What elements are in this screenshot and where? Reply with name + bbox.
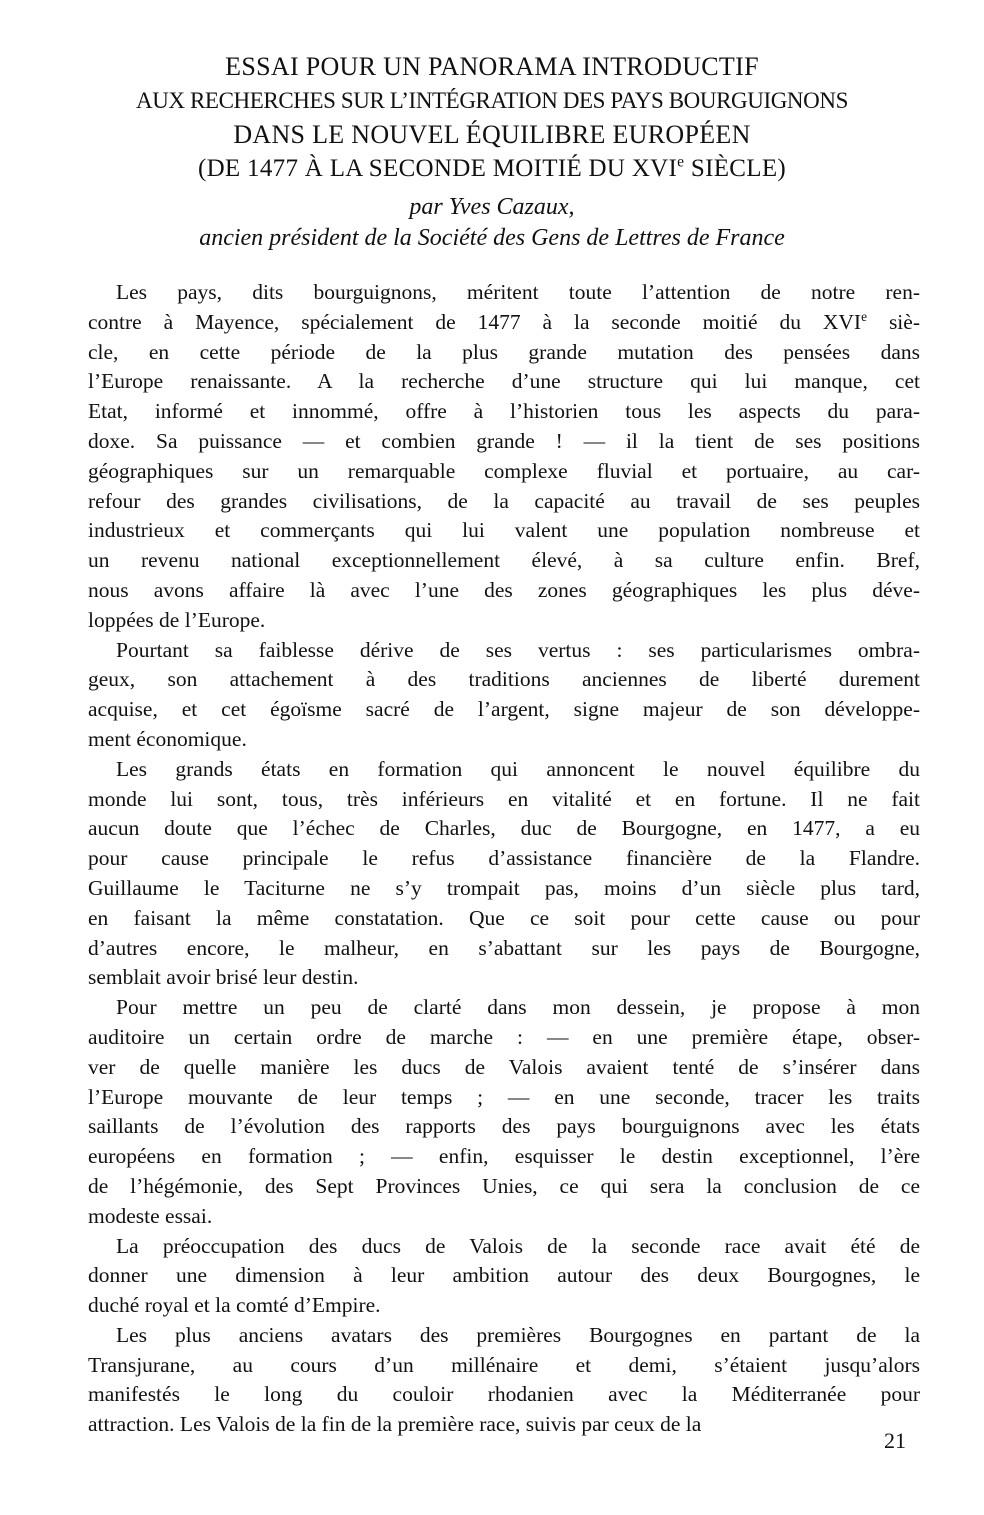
text-line: ment économique. (88, 726, 247, 751)
title-line-2: AUX RECHERCHES SUR L’INTÉGRATION DES PAYS BOURGUIGNONS (136, 88, 848, 113)
text-line: contre à Mayence, spécialement de 1477 à la seconde moitié du XVIe siè- (88, 308, 920, 334)
text-line: de l’hégémonie, des Sept Provinces Unies, ce qui sera la conclusion de ce (88, 1173, 920, 1198)
text-line: modeste essai. (88, 1203, 213, 1228)
title-line-4: (DE 1477 À LA SECONDE MOITIÉ DU XVIe SIÈCLE) (197, 153, 787, 182)
text-line: Les plus anciens avatars des premières Bourgognes en partant de la (116, 1322, 920, 1347)
paragraph (88, 636, 920, 755)
text-line: nous avons affaire là avec l’une des zones géographiques les plus déve- (88, 577, 920, 602)
text-line: pour cause principale le refus d’assistance financière de la Flandre. (88, 846, 920, 871)
text-line: Pourtant sa faiblesse dérive de ses vertus : ses particularismes ombra- (116, 637, 920, 662)
text-line: géographiques sur un remarquable complexe fluvial et portuaire, au car- (88, 458, 920, 483)
paragraph (88, 993, 920, 1231)
paragraph (88, 1321, 920, 1440)
text-line: manifestés le long du couloir rhodanien avec la Méditerranée pour (88, 1382, 920, 1407)
text-line: l’Europe renaissante. A la recherche d’une structure qui lui manque, cet (88, 369, 920, 394)
byline-affiliation: ancien président de la Société des Gens de Lettres de France (199, 225, 785, 251)
text-line: Les pays, dits bourguignons, méritent toute l’attention de notre ren- (116, 280, 920, 304)
title-line-3: DANS LE NOUVEL ÉQUILIBRE EUROPÉEN (233, 120, 751, 149)
paragraph (88, 755, 920, 993)
text-line: Les grands états en formation qui annoncent le nouvel équilibre du (116, 756, 920, 781)
text-line: l’Europe mouvante de leur temps ; — en une seconde, tracer les traits (88, 1084, 920, 1109)
text-line: acquise, et cet égoïsme sacré de l’argent, signe majeur de son développe- (88, 697, 920, 722)
text-line: aucun doute que l’échec de Charles, duc de Bourgogne, en 1477, a eu (88, 816, 920, 841)
text-line: geux, son attachement à des traditions anciennes de liberté durement (88, 667, 920, 692)
text-line: en faisant la même constatation. Que ce soit pour cette cause ou pour (88, 905, 920, 930)
text-line: auditoire un certain ordre de marche : — en une première étape, obser- (88, 1024, 920, 1049)
text-line: semblait avoir brisé leur destin. (88, 965, 359, 990)
text-line: industrieux et commerçants qui lui valent une population nombreuse et (88, 518, 920, 543)
text-line: ver de quelle manière les ducs de Valois avaient tenté de s’insérer dans (88, 1054, 920, 1079)
byline-author: par Yves Cazaux, (409, 194, 575, 220)
text-line: duché royal et la comté d’Empire. (88, 1293, 381, 1318)
paragraph (88, 1232, 920, 1321)
text-line: doxe. Sa puissance — et combien grande ! — il la tient de ses positions (88, 428, 920, 453)
text-line: Guillaume le Taciturne ne s’y trompait pas, moins d’un siècle plus tard, (88, 875, 920, 900)
text-line: La préoccupation des ducs de Valois de la seconde race avait été de (116, 1233, 920, 1258)
page-number: 21 (884, 1428, 906, 1453)
text-line: refour des grandes civilisations, de la capacité au travail de ses peuples (88, 488, 920, 513)
text-line: attraction. Les Valois de la fin de la première race, suivis par ceux de la (88, 1412, 702, 1437)
article-body (88, 278, 920, 1440)
text-line: cle, en cette période de la plus grande mutation des pensées dans (88, 339, 920, 364)
text-line: loppées de l’Europe. (88, 607, 266, 632)
text-line: européens en formation ; — enfin, esquisser le destin exceptionnel, l’ère (88, 1144, 920, 1169)
text-line: un revenu national exceptionnellement élevé, à sa culture enfin. Bref, (88, 548, 920, 573)
article-header (76, 50, 908, 254)
text-line: Transjurane, au cours d’un millénaire et demi, s’étaient jusqu’alors (88, 1352, 920, 1377)
text-line: Etat, informé et innommé, offre à l’historien tous les aspects du para- (88, 399, 920, 424)
paragraph (88, 278, 920, 636)
text-line: saillants de l’évolution des rapports des pays bourguignons avec les états (88, 1114, 920, 1139)
text-line: donner une dimension à leur ambition autour des deux Bourgognes, le (88, 1263, 920, 1288)
text-line: monde lui sont, tous, très inférieurs en vitalité et en fortune. Il ne fait (88, 786, 920, 811)
title-line-1: ESSAI POUR UN PANORAMA INTRODUCTIF (225, 52, 759, 81)
text-line: d’autres encore, le malheur, en s’abattant sur les pays de Bourgogne, (88, 935, 920, 960)
text-line: Pour mettre un peu de clarté dans mon dessein, je propose à mon (116, 995, 920, 1020)
